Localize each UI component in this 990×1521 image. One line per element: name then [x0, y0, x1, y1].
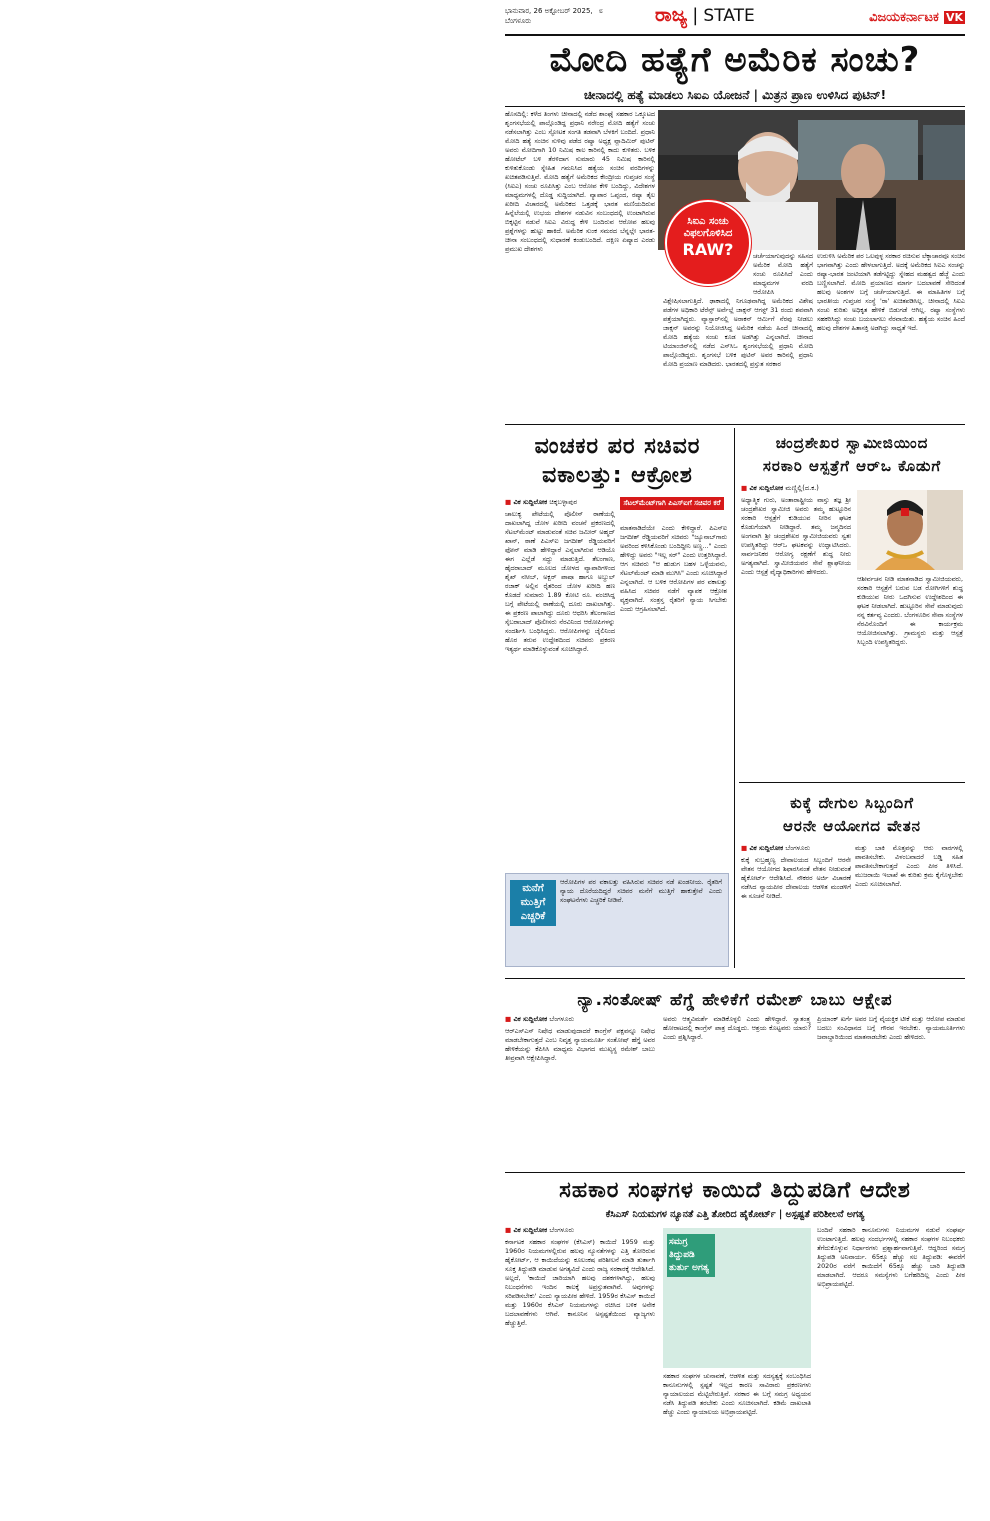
bullet-icon: ■ — [505, 1015, 512, 1023]
story3-column-2 — [857, 575, 963, 774]
story2-headline — [505, 432, 730, 490]
story6-place: ಬೆಂಗಳೂರು — [549, 1226, 575, 1234]
lead-column-2 — [663, 252, 813, 395]
story6-byline — [505, 1226, 574, 1235]
logo-word-1: ವಿಜಯ — [869, 10, 901, 25]
story6-byline-text: ವಿಕ ಸುದ್ದಿಲೋಕ — [513, 1226, 548, 1234]
story2-headline-line1: ವಂಚಕರ ಪರ ಸಚಿವರ — [534, 434, 701, 459]
story2-column-1 — [505, 510, 615, 865]
story5-col1-text: ಆರ್‌ಎಸ್‌ಎಸ್ ನಿಷೇಧ ಮಾಡುವುದಾದರೆ ಕಾಂಗ್ರೆಸ್ ಪಕ್ಷವನ್ನೂ ನಿಷೇಧ ಮಾಡಬೇಕಾಗುತ್ತದೆ ಎಂಬ ನಿವೃತ್ತ ನ್ಯಾಯಮೂರ್ತಿ ಸಂತೋಷ್ ಹೆಗ್ಡೆ ಅವರ ಹೇಳಿಕೆಯನ್ನು ಕೆಪಿಸಿಸಿ ಮಾಧ್ಯಮ ವಿಭಾಗದ ಮುಖ್ಯಸ್ಥ ರಮೇಶ್ ಬಾಬು ತೀವ್ರವಾಗಿ ಆಕ್ಷೇಪಿಸಿದ್ದಾರೆ. — [505, 1027, 655, 1062]
newspaper-page — [505, 0, 965, 1521]
story5-place: ಬೆಂಗಳೂರು — [549, 1015, 575, 1023]
story6-subhead: ಕೆಸಿಎಸ್ ನಿಯಮಗಳ ನ್ಯೂನತೆ ಎತ್ತಿ ತೋರಿದ ಹೈಕೋರ್ಟ್ | ಅಸ್ಪಷ್ಟತೆ ಪರಿಶೀಲನೆ ಅಗತ್ಯ — [605, 1209, 865, 1220]
story6-box-title: ಸಮಗ್ರ ತಿದ್ದುಪಡಿ ತುರ್ತು ಅಗತ್ಯ — [667, 1234, 715, 1277]
paper-logo — [869, 6, 965, 25]
story2-byline — [505, 498, 577, 507]
badge-line-1: ಸಿಐಎ ಸಂಚು — [687, 216, 729, 227]
story4-column-2 — [855, 844, 963, 966]
story3-col1-text: ಅಧ್ಯಾತ್ಮಿಕ ಗುರು, ಅಂತಾರಾಷ್ಟ್ರೀಯ ವಾಸ್ತು ತಜ್ಞ ಶ್ರೀ ಚಂದ್ರಶೇಖರ ಸ್ವಾಮೀಜಿ ಅವರು ತಮ್ಮ ಹುಟ್ಟೂರಿನ ಸರಕಾರಿ ಆಸ್ಪತ್ರೆಗೆ ಕುಡಿಯುವ ನೀರಿನ ಘಟಕ ಕೊಡುಗೆಯಾಗಿ ನೀಡಿದ್ದಾರೆ. ತಮ್ಮ ಜನ್ಮದಿನದ ಅಂಗವಾಗಿ ಶ್ರೀ ಚಂದ್ರಶೇಖರ ಸ್ವಾಮೀಜಿಯವರು ಸ್ವತಃ ಉಪಸ್ಥಿತರಿದ್ದು ಆರ್‌ಒ ಘಟಕವನ್ನು ಉದ್ಘಾಟಿಸಿದರು. ಸಾರ್ವಜನಿಕರ ಆರೋಗ್ಯ ರಕ್ಷಣೆಗೆ ಶುದ್ಧ ನೀರು ಅಗತ್ಯವಾಗಿದೆ. ಸ್ವಾಮೀಜಿಯವರ ಸೇವೆ ಶ್ಲಾಘನೀಯ ಎಂದು ಆಸ್ಪತ್ರೆ ವೈದ್ಯಾಧಿಕಾರಿಗಳು ಹೇಳಿದರು. — [741, 496, 851, 576]
lead-headline: ಮೋದಿ ಹತ್ಯೆಗೆ ಅಮೆರಿಕ ಸಂಚು? — [549, 40, 921, 80]
bullet-icon: ■ — [741, 484, 748, 492]
story2-column-2 — [620, 524, 727, 865]
story6-col3-text: ಬಂದಿವೆ ಸಹಕಾರಿ ಕಾನೂನುಗಳು ನಿಯಮಗಳ ನಡುವೆ ಸಂಘರ್ಷ ಉಂಟಾಗುತ್ತಿದೆ. ಹಲವು ಸಂದರ್ಭಗಳಲ್ಲಿ ಸಹಕಾರ ಸಂಘಗಳ ನಿಬಂಧಕರು ತೆಗೆದುಕೊಳ್ಳುವ ನಿರ್ಧಾರಗಳು ಪ್ರಶ್ನಾರ್ಹವಾಗುತ್ತಿವೆ. ಆದ್ದರಿಂದ ಸಮಗ್ರ ತಿದ್ದುಪಡಿ ಅನಿವಾರ್ಯ. 65ಕ್ಕೂ ಹೆಚ್ಚು ಸಲ ತಿದ್ದುಪಡಿ: ಈವರೆಗೆ 2020ರ ವರೆಗೆ ಕಾಯಿದೆಗೆ 65ಕ್ಕೂ ಹೆಚ್ಚು ಬಾರಿ ತಿದ್ದುಪಡಿ ಮಾಡಲಾಗಿದೆ. ಆದರೂ ಸಮಸ್ಯೆಗಳು ಬಗೆಹರಿದಿಲ್ಲ ಎಂದು ಪೀಠ ಅಭಿಪ್ರಾಯಪಟ್ಟಿದೆ. — [817, 1226, 965, 1288]
bullet-icon: ■ — [505, 498, 512, 506]
lead-col2-text: ಚರ್ಚೆಯಾಗುವುದನ್ನು ಸಹಿಸದ ಅಮೆರಿಕ ಮೋದಿ ಹತ್ಯೆಗೆ ಸಂಚು ರೂಪಿಸಿದೆ ಎಂದು ಮಾಧ್ಯಮಗಳ ವರದಿ ಆರೋಪಿಸಿ ವಿಶ್ಲೇಷಿಸಲಾಗುತ್ತಿದೆ. ಢಾಕಾದಲ್ಲಿ ನಿಗೂಢವಾಗಿದ್ದ ಅಮೆರಿಕದ ವಿಶೇಷ ಪಡೆಗಳ ಅಧಿಕಾರಿ ಟೆರೆನ್ಸ್ ಅರ್ವೆಲ್ಲೆ ಜಾಕ್ಸನ್ ಆಗಸ್ಟ್ 31 ರಂದು ಶವವಾಗಿ ಪತ್ತೆಯಾಗಿದ್ದರು. ವ್ಯಾಸ್ಪಾರ್‌ನಲ್ಲಿ ಅರಾಕನ್ ಆರ್ಮಿಗೆ ನೆರವು ನೀಡಲು ಜಾಕ್ಸನ್ ಅವರನ್ನು ನಿಯೋಜಿಸಿದ್ದ ಅಮೆರಿಕ ನಡೆಯ ಹಿಂದೆ ಚೀನಾದಲ್ಲಿ ಮೋದಿ ಹತ್ಯೆಯ ಸಂಚು ಕೂಡ ಅಡಗಿತ್ತು ಎನ್ನಲಾಗಿದೆ. ಚೀನಾದ ಟಿಯಾಂಜಿನ್‌ನಲ್ಲಿ ನಡೆದ ಎಸ್‌ಸಿಒ ಶೃಂಗಸಭೆಯಲ್ಲಿ ಪ್ರಧಾನಿ ಮೋದಿ ಪಾಲ್ಗೊಂಡಿದ್ದರು. ಶೃಂಗಸಭೆ ಬಳಿಕ ಪುಟಿನ್ ಅವರ ಕಾರಿನಲ್ಲಿ ಪ್ರಧಾನಿ ಮೋದಿ ಪ್ರಯಾಣ ಮಾಡಿದರು. ಭಾರತದಲ್ಲಿ ಪ್ರಸ್ತುತ ಸರಕಾರ — [663, 252, 813, 368]
vertical-rule — [734, 428, 735, 968]
badge-line-2: ವಿಫಲಗೊಳಿಸಿದ — [683, 228, 733, 239]
lead-column-1 — [505, 110, 655, 395]
story2-place: ಚಿಕ್ಕಬಳ್ಳಾಪುರ — [549, 498, 578, 506]
story6-column-2 — [663, 1372, 811, 1513]
masthead — [505, 4, 965, 36]
story3-place: ಮಣ್ಣಿಲ್ಲಿ(ದ.ಕ.) — [785, 484, 819, 492]
story2-byline-text: ವಿಕ ಸುದ್ದಿಲೋಕ — [513, 498, 548, 506]
issue-date: ಭಾನುವಾರ, 26 ಅಕ್ಟೋಬರ್ 2025, — [505, 7, 593, 15]
story2-box — [505, 873, 729, 967]
story6-box — [663, 1228, 811, 1368]
story5-column-2 — [663, 1015, 811, 1167]
story5-top-rule — [505, 978, 965, 979]
lead-column-3 — [817, 252, 965, 395]
story4-col1-text: ಕುಕ್ಕೆ ಸುಬ್ರಹ್ಮಣ್ಯ ದೇವಾಲಯದ ಸಿಬ್ಬಂದಿಗೆ ಆರನೇ ವೇತನ ಆಯೋಗದ ಶಿಫಾರಸಿನಂತೆ ವೇತನ ನೀಡುವಂತೆ ಹೈಕೋರ್ಟ್ ಆದೇಶಿಸಿದೆ. ನೌಕರರ ಅರ್ಜಿ ವಿಚಾರಣೆ ನಡೆಸಿದ ನ್ಯಾಯಪೀಠ ದೇವಾಲಯ ಆಡಳಿತ ಮಂಡಳಿಗೆ ಈ ಸೂಚನೆ ನೀಡಿದೆ. — [741, 856, 851, 900]
story4-col2-text: ಮತ್ತು ಬಾಕಿ ಮೊತ್ತವನ್ನು ಆರು ವಾರಗಳಲ್ಲಿ ಪಾವತಿಸಬೇಕು. ವಿಳಂಬವಾದರೆ ಬಡ್ಡಿ ಸಹಿತ ಪಾವತಿಸಬೇಕಾಗುತ್ತದೆ ಎಂದು ಪೀಠ ತಿಳಿಸಿದೆ. ಮುಜರಾಯಿ ಇಲಾಖೆ ಈ ಕುರಿತು ಕ್ರಮ ಕೈಗೊಳ್ಳಬೇಕು ಎಂದು ಸೂಚಿಸಲಾಗಿದೆ. — [855, 844, 963, 888]
story5-headline: ನ್ಯಾ.ಸಂತೋಷ್ ಹೆಗ್ಡೆ ಹೇಳಿಕೆಗೆ ರಮೇಶ್ ಬಾಬು ಆಕ್ಷೇಪ — [577, 990, 893, 1009]
story3-headline-line2: ಸರಕಾರಿ ಆಸ್ಪತ್ರೆಗೆ ಆರ್‌ಒ ಕೊಡುಗೆ — [762, 457, 942, 475]
logo-word-2: ಕರ್ನಾಟಕ — [900, 10, 939, 25]
story5-column-3 — [817, 1015, 965, 1167]
story5-col3-text: ಪ್ರಿಯಾಂಕ್ ಖರ್ಗೆ ಅವರ ಬಗ್ಗೆ ವೈಯಕ್ತಿಕ ಟೀಕೆ ಮತ್ತು ಆರೋಪ ಮಾಡುವ ಬದಲು ಸಂವಿಧಾನದ ಬಗ್ಗೆ ಗೌರವ ಇರಬೇಕು. ನ್ಯಾಯಮೂರ್ತಿಗಳು ಜವಾಬ್ದಾರಿಯಿಂದ ಮಾತನಾಡಬೇಕು ಎಂದು ಹೇಳಿದರು. — [817, 1015, 965, 1041]
story4-column-1 — [741, 856, 851, 966]
story4-byline — [741, 844, 810, 853]
story6-top-rule — [505, 1172, 965, 1173]
story6-column-3 — [817, 1226, 965, 1513]
masthead-rule — [505, 34, 965, 36]
story3-rule — [739, 782, 965, 783]
section-name-english: STATE — [703, 6, 755, 26]
story3-byline — [741, 484, 819, 493]
lead-col1-text: ಹೊಸದಿಲ್ಲಿ: ಕಳೆದ ತಿಂಗಳು ಚೀನಾದಲ್ಲಿ ನಡೆದ ಶಾಂಘೈ ಸಹಕಾರ ಒಕ್ಕೂಟದ ಶೃಂಗಸಭೆಯಲ್ಲಿ ಪಾಲ್ಗೊಂಡಿದ್ದ ಪ್ರಧಾನಿ ನರೇಂದ್ರ ಮೋದಿ ಹತ್ಯೆಗೆ ಸಂಚು ನಡೆಸಲಾಗಿತ್ತು ಎಂಬ ಸ್ಫೋಟಕ ಸಂಗತಿ ತಡವಾಗಿ ಬೆಳಕಿಗೆ ಬಂದಿದೆ. ಪ್ರಧಾನಿ ಮೋದಿ ಹತ್ಯೆ ಸಂಚಿನ ಸುಳಿವು ಪಡೆದ ರಷ್ಯಾ ಅಧ್ಯಕ್ಷ ವ್ಲಾದಿಮಿರ್ ಪುಟಿನ್ ಅವರು ಮೋದಿಗಾಗಿ 10 ನಿಮಿಷ ಕಾಲ ಕಾರಿನಲ್ಲಿ ಕಾದು ಕುಳಿತರು. ಬಳಿಕ ಹೋಟೆಲ್ ಬಳಿ ತೆರಳಿದಾಗ ಸುಮಾರು 45 ನಿಮಿಷ ಕಾರಿನಲ್ಲಿ ಕುಳಿತುಕೊಂಡು ಸ್ನೇಹಿತ ಗಮನಿಸಿದ ಹತ್ಯೆಯ ಸಂಚಿನ ವರದಿಗಳನ್ನು ಖಚಿತಪಡಿಸುತ್ತಿವೆ. ಮೋದಿ ಹತ್ಯೆಗೆ ಅಮೆರಿಕದ ಕೇಂದ್ರೀಯ ಗುಪ್ತಚರ ಸಂಸ್ಥೆ (ಸಿಐಎ) ಸಂಚು ರೂಪಿಸಿತ್ತು ಎಂಬ ಆರೋಪ ಕೇಳಿ ಬಂದಿದ್ದು, ವಿದೇಶಗಳ ಮಾಧ್ಯಮಗಳಲ್ಲಿ ದೊಡ್ಡ ಸುದ್ದಿಯಾಗಿದೆ. ವ್ಯಾಪಾರ ಒಪ್ಪಂದ, ರಷ್ಯಾ ತೈಲ ಖರೀದಿ ವಿಚಾರದಲ್ಲಿ ಅಮೆರಿಕದ ಒತ್ತಡಕ್ಕೆ ಭಾರತ ಮಣಿಯದಿರುವ ಹಿನ್ನೆಲೆಯಲ್ಲಿ ಉಭಯ ದೇಶಗಳ ನಡುವಿನ ಸಂಬಂಧದಲ್ಲಿ ಉಂಟಾಗಿರುವ ಬಿಕ್ಕಟ್ಟಿನ ನಡುವೆ ಸಿಐಎ ವಿರುದ್ಧ ಕೇಳಿ ಬಂದಿರುವ ಆರೋಪ ಹಲವು ಪ್ರಶ್ನೆಗಳನ್ನು ಹುಟ್ಟು ಹಾಕಿದೆ. ಅಮೆರಿಕ ಸುಂಕ ಸಮರದ ಬೆನ್ನಲ್ಲೇ ಭಾರತ-ಚೀನಾ ಸಂಬಂಧದಲ್ಲಿ ಸುಧಾರಣೆ ಕಂಡುಬಂದಿದೆ. ದಕ್ಷಿಣ ಏಷ್ಯಾದ ಎರಡು ಪ್ರಮುಖ ದೇಶಗಳು — [505, 110, 655, 253]
story2-col2-text: ಮಾತನಾಡಿದೆಯೇ ಎಂದು ಕೇಳಿದ್ದಾರೆ. ಪಿಎಸ್‌ಐ ಜಗದೀಶ್ ರೆಡ್ಡಿಯವರಿಗೆ ಸಚಿವರು "ಜ್ಯೂನಾಬ್‌ಗಾರು ಅವರಿಂದ ಕಳಿಸಿಕೊಂಡು ಬಂದಿದ್ದೀನಿ ಅಣ್ಣ..." ಎಂದು ಹೇಳಿದ್ದು ಅವರು "ಇಲ್ಲ ಸರ್" ಎಂದು ಉತ್ತರಿಸಿದ್ದಾರೆ. ಆಗ ಸಚಿವರು "ಆ ಹುಡುಗ ಬಹಳ ಒಳ್ಳೆಯವನು, ಸೆಟಲ್‌ಮೆಂಟ್ ಮಾಡಿ ಮುಗಿಸಿ" ಎಂದು ಸೂಚಿಸಿದ್ದಾರೆ ಎನ್ನಲಾಗಿದೆ. ಆ ಬಳಿಕ ಆರೋಪಿಗಳ ಪರ ವಕಾಲತ್ತು ವಹಿಸಿದ ಸಚಿವರ ನಡೆಗೆ ವ್ಯಾಪಕ ಆಕ್ರೋಶ ವ್ಯಕ್ತವಾಗಿದೆ. ಸಂತ್ರಸ್ತ ರೈತರಿಗೆ ನ್ಯಾಯ ಸಿಗಬೇಕು ಎಂದು ಆಗ್ರಹಿಸಲಾಗಿದೆ. — [620, 524, 727, 613]
story6-column-1 — [505, 1238, 655, 1513]
story3-headline — [739, 432, 965, 478]
section-divider: | — [692, 5, 699, 26]
story5-column-1 — [505, 1027, 655, 1167]
story4-byline-text: ವಿಕ ಸುದ್ದಿಲೋಕ — [749, 844, 784, 852]
story3-byline-text: ವಿಕ ಸುದ್ದಿಲೋಕ — [749, 484, 784, 492]
story6-col1-text: ಕರ್ನಾಟಕ ಸಹಕಾರ ಸಂಘಗಳ (ಕೆಸಿಎಸ್) ಕಾಯಿದೆ 1959 ಮತ್ತು 1960ರ ನಿಯಮಗಳಲ್ಲಿರುವ ಹಲವು ನ್ಯೂನತೆಗಳನ್ನು ಎತ್ತಿ ತೋರಿರುವ ಹೈಕೋರ್ಟ್, ಆ ಕಾಯಿದೆಯನ್ನು ಕೂಲಂಕಷ ಪರಿಶೀಲನೆ ಮಾಡಿ ತುರ್ತಾಗಿ ಸೂಕ್ತ ತಿದ್ದುಪಡಿ ಮಾಡುವ ಅಗತ್ಯವಿದೆ ಎಂದು ರಾಜ್ಯ ಸರಕಾರಕ್ಕೆ ಆದೇಶಿಸಿದೆ. ಅಲ್ಲದೆ, 'ಕಾಯಿದೆ ಜಾರಿಯಾಗಿ ಹಲವು ದಶಕಗಳಾಗಿದ್ದು, ಹಲವು ನಿಬಂಧನೆಗಳು ಇಂದಿನ ಕಾಲಕ್ಕೆ ಅಪ್ರಸ್ತುತವಾಗಿವೆ. ಅವುಗಳನ್ನು ಸರಿಪಡಿಸಬೇಕು' ಎಂದು ನ್ಯಾಯಪೀಠ ಹೇಳಿದೆ. 1959ರ ಕೆಸಿಎಸ್ ಕಾಯಿದೆ ಮತ್ತು 1960ರ ಕೆಸಿಎಸ್ ನಿಯಮಗಳನ್ನು ರಚಿಸಿದ ಬಳಿಕ ಅನೇಕ ಬದಲಾವಣೆಗಳು ಆಗಿವೆ. ಕಾನೂನಿನ ಅಸ್ಪಷ್ಟತೆಯಿಂದ ವ್ಯಾಜ್ಯಗಳು ಹೆಚ್ಚುತ್ತಿವೆ. — [505, 1238, 655, 1327]
story3-headline-line1: ಚಂದ್ರಶೇಖರ ಸ್ವಾಮೀಜಿಯಿಂದ — [775, 434, 929, 452]
story6-col2-text: ಸಹಕಾರ ಸಂಘಗಳ ಚುನಾವಣೆ, ಆಡಳಿತ ಮತ್ತು ಸದಸ್ಯತ್ವಕ್ಕೆ ಸಂಬಂಧಿಸಿದ ಕಾನೂನುಗಳಲ್ಲಿ ಸ್ಪಷ್ಟತೆ ಇಲ್ಲದ ಕಾರಣ ಸಾವಿರಾರು ಪ್ರಕರಣಗಳು ನ್ಯಾಯಾಲಯದ ಮೆಟ್ಟಿಲೇರುತ್ತಿವೆ. ಸರಕಾರ ಈ ಬಗ್ಗೆ ಸಮಗ್ರ ಅಧ್ಯಯನ ನಡೆಸಿ ತಿದ್ದುಪಡಿ ತರಬೇಕು ಎಂದು ಸೂಚಿಸಲಾಗಿದೆ. ಕಡಿಮೆ ದಾಖಲಾತಿ ಹೆಚ್ಚು ಎಂದು ನ್ಯಾಯಾಲಯ ಅಭಿಪ್ರಾಯಪಟ್ಟಿದೆ. — [663, 1372, 811, 1416]
section-name-kannada: ರಾಜ್ಯ — [655, 4, 688, 26]
story4-place: ಬೆಂಗಳೂರು — [785, 844, 811, 852]
issue-city: ಬೆಂಗಳೂರು — [505, 17, 532, 25]
bullet-icon: ■ — [741, 844, 748, 852]
story4-headline — [739, 792, 965, 838]
story2-box-text: ಆರೋಪಿಗಳ ಪರ ವಕಾಲತ್ತು ವಹಿಸಿರುವ ಸಚಿವರ ನಡೆ ಖಂಡನೀಯ. ರೈತರಿಗೆ ನ್ಯಾಯ ದೊರೆಯದಿದ್ದರೆ ಸಚಿವರ ಮನೆಗೆ ಮುತ್ತಿಗೆ ಹಾಕುತ್ತೇವೆ ಎಂದು ಸಂಘಟನೆಗಳು ಎಚ್ಚರಿಕೆ ನೀಡಿವೆ. — [560, 878, 722, 904]
story3-column-1 — [741, 496, 851, 774]
lead-subhead: ಚೀನಾದಲ್ಲಿ ಹತ್ಯೆ ಮಾಡಲು ಸಿಐಎ ಯೋಜನೆ | ಮಿತ್ರನ ಪ್ರಾಣ ಉಳಿಸಿದ ಪುಟಿನ್! — [583, 88, 887, 102]
story3-col2-text: ಆಶೀರ್ವಚನ ನೀಡಿ ಮಾತನಾಡಿದ ಸ್ವಾಮೀಜಿಯವರು, ಸರಕಾರಿ ಆಸ್ಪತ್ರೆಗೆ ಬರುವ ಬಡ ರೋಗಿಗಳಿಗೆ ಶುದ್ಧ ಕುಡಿಯುವ ನೀರು ಒದಗಿಸುವ ಉದ್ದೇಶದಿಂದ ಈ ಘಟಕ ನೀಡಲಾಗಿದೆ. ಹುಟ್ಟೂರಿನ ಸೇವೆ ಮಾಡುವುದು ನನ್ನ ಕರ್ತವ್ಯ ಎಂದರು. ಬೆಂಗಳೂರಿನ ಸೇವಾ ಸಂಸ್ಥೆಗಳ ನೆರವಿನೊಂದಿಗೆ ಈ ಕಾರ್ಯಕ್ರಮ ಆಯೋಜಿಸಲಾಗಿತ್ತು. ಗ್ರಾಮಸ್ಥರು ಮತ್ತು ಆಸ್ಪತ್ರೆ ಸಿಬ್ಬಂದಿ ಉಪಸ್ಥಿತರಿದ್ದರು. — [857, 575, 963, 646]
story5-byline — [505, 1015, 574, 1024]
story4-headline-line1: ಕುಕ್ಕೆ ದೇಗುಲ ಸಿಬ್ಬಂದಿಗೆ — [790, 794, 914, 812]
bullet-icon: ■ — [505, 1226, 512, 1234]
swamiji-photo — [857, 490, 963, 570]
story2-col1-text: ಚಾಲುಕ್ಯ ಪೇಟೆಯಲ್ಲಿ ಪೊಲೀಸ್ ಠಾಣೆಯಲ್ಲಿ ದಾಖಲಾಗಿದ್ದ ಜೋಳ ಖರೀದಿ ವಂಚನೆ ಪ್ರಕರಣದಲ್ಲಿ ಸೆಟಲ್‌ಮೆಂಟ್ ಮಾಡುವಂತೆ ಸಚಿವ ಜಮೀರ್ ಅಹ್ಮದ್ ಖಾನ್, ಠಾಣೆ ಪಿಎಸ್‌ಐ ಜಗದೀಶ್ ರೆಡ್ಡಿಯವರಿಗೆ ಫೋನ್ ಮಾಡಿ ಹೇಳಿದ್ದಾರೆ ಎನ್ನಲಾಗಿರುವ ಆಡಿಯೊ ಈಗ ಎಲ್ಲೆಡೆ ಸದ್ದು ಮಾಡುತ್ತಿದೆ. ತೆಲಂಗಾಣ, ಹೈದರಾಬಾದ್ ಮೂಲದ ಜೋಳದ ವ್ಯಾಪಾರಿಗಳಿಂದ ಶೈಖ್ ನಸೀಬ್, ಅಕ್ಬರ್ ಪಾಷಾ ಹಾಗೂ ಅಬ್ದುಲ್ ರಜಾಕ್ ಅಲ್ಲಿನ ರೈತರಿಂದ ಜೋಳ ಖರೀದಿ ಹಣ ಕೊಡದೆ ಸುಮಾರು 1.89 ಕೋಟಿ ರೂ. ವಂಚಿಸಿದ್ದ ಬಗ್ಗೆ ಪೇಟೆಯಲ್ಲಿ ಠಾಣೆಯಲ್ಲಿ ದೂರು ದಾಖಲಾಗಿತ್ತು. ಈ ಪ್ರಕರಣ ಪಾಲಾಗಿದ್ದು ದೂರು ಆಧರಿಸಿ ತೆಲಂಗಾಣದ ಸೈಬರಾಬಾದ್ ಪೊಲೀಸರು ನೆರವಿನಿಂದ ಆರೋಪಿಗಳನ್ನು ಸಂದರ್ಶಿಸಿ ಬಂಧಿಸಿದ್ದರು. ಆರೋಪಿಗಳನ್ನು ಜೈಲಿನಿಂದ ಹೊರ ತರುವ ಉದ್ದೇಶದಿಂದ ಸಚಿವರು ಪ್ರಕರಣ ಇತ್ಯರ್ಥ ಮಾಡಿಕೊಳ್ಳುವಂತೆ ಸೂಚಿಸಿದ್ದಾರೆ. — [505, 510, 615, 653]
story6-headline: ಸಹಕಾರ ಸಂಘಗಳ ಕಾಯಿದೆ ತಿದ್ದುಪಡಿಗೆ ಆದೇಶ — [559, 1178, 911, 1203]
story5-byline-text: ವಿಕ ಸುದ್ದಿಲೋಕ — [513, 1015, 548, 1023]
story2-kicker: ಸೆಟಲ್‌ಮೆಂಟ್‌ಗಾಗಿ ಪಿಎಸ್‌ಐಗೆ ಸಚಿವರ ಕರೆ — [620, 497, 724, 510]
lead-col3-text: ಉರುಳಿಸಿ ಅಮೆರಿಕ ಪರ ಒಲವುಳ್ಳ ಸರಕಾರ ರಚಿಸುವ ಲೆಕ್ಕಾಚಾರವೂ ಸಂಚಿನ ಭಾಗವಾಗಿತ್ತು ಎಂದು ಹೇಳಲಾಗುತ್ತಿದೆ. ಅದಕ್ಕೆ ಅಮೆರಿಕದ ಸಿಐಎ ಸಂಚನ್ನು ರಷ್ಯಾ-ಭಾರತ ಜಂಟಿಯಾಗಿ ತಡೆಗಟ್ಟಿದ್ದು ಸ್ನೇಹದ ಮಹತ್ವದ ಹೆಜ್ಜೆ ಎಂದು ಬಣ್ಣಿಸಲಾಗಿದೆ. ಮೋದಿ ಪ್ರಯಾಣದ ಮಾರ್ಗ ಬದಲಾವಣೆ ಸೇರಿದಂತೆ ಹಲವು ಅಂಶಗಳ ಬಗ್ಗೆ ಚರ್ಚೆಯಾಗುತ್ತಿದೆ. ಈ ಮಾಹಿತಿಗಳ ಬಗ್ಗೆ ಭಾರತೀಯ ಗುಪ್ತಚರ ಸಂಸ್ಥೆ 'ರಾ' ಖಚಿತಪಡಿಸಿಲ್ಲ. ಚೀನಾದಲ್ಲಿ ಸಿಐಎ ಸಂಚು ಕುರಿತು ಅಧಿಕೃತ ಹೇಳಿಕೆ ಬಿಡುಗಡೆ ಆಗಿಲ್ಲ. ರಷ್ಯಾ ಸಂಸ್ಥೆಗಳು ಸಹಕರಿಸಿದ್ದು ಸಂಚು ಬಯಲಾಗಲು ನೆರವಾಯಿತು. ಹತ್ಯೆಯ ಸಂಚಿನ ಹಿಂದೆ ಹಲವು ದೇಶಗಳ ಹಿತಾಸಕ್ತಿ ಅಡಗಿದ್ದು ಸಾಧ್ಯತೆ ಇದೆ. — [817, 252, 965, 332]
story2-box-title: ಮನೆಗೆ ಮುತ್ತಿಗೆ ಎಚ್ಚರಿಕೆ — [510, 880, 556, 926]
story4-headline-line2: ಆರನೇ ಆಯೋಗದ ವೇತನ — [782, 817, 922, 835]
story5-col2-text: ಅವರು ಆತ್ಮವಿಮರ್ಶೆ ಮಾಡಿಕೊಳ್ಳಲಿ ಎಂದು ಹೇಳಿದ್ದಾರೆ. ಸ್ವಾತಂತ್ರ್ಯ ಹೋರಾಟದಲ್ಲಿ ಕಾಂಗ್ರೆಸ್ ಪಾತ್ರ ದೊಡ್ಡದು. ಆಶ್ರಯ ಕೊಟ್ಟವರು ಯಾರು? ಎಂದು ಪ್ರಶ್ನಿಸಿದ್ದಾರೆ. — [663, 1015, 811, 1041]
story2-headline-line2: ವಕಾಲತ್ತು: ಆಕ್ರೋಶ — [542, 463, 693, 488]
page-number: ೮ — [598, 7, 603, 15]
lead-bottom-rule — [505, 424, 965, 425]
logo-vk-badge: VK — [945, 11, 963, 24]
lead-rule — [505, 106, 965, 107]
badge-line-3: RAW? — [682, 240, 734, 259]
